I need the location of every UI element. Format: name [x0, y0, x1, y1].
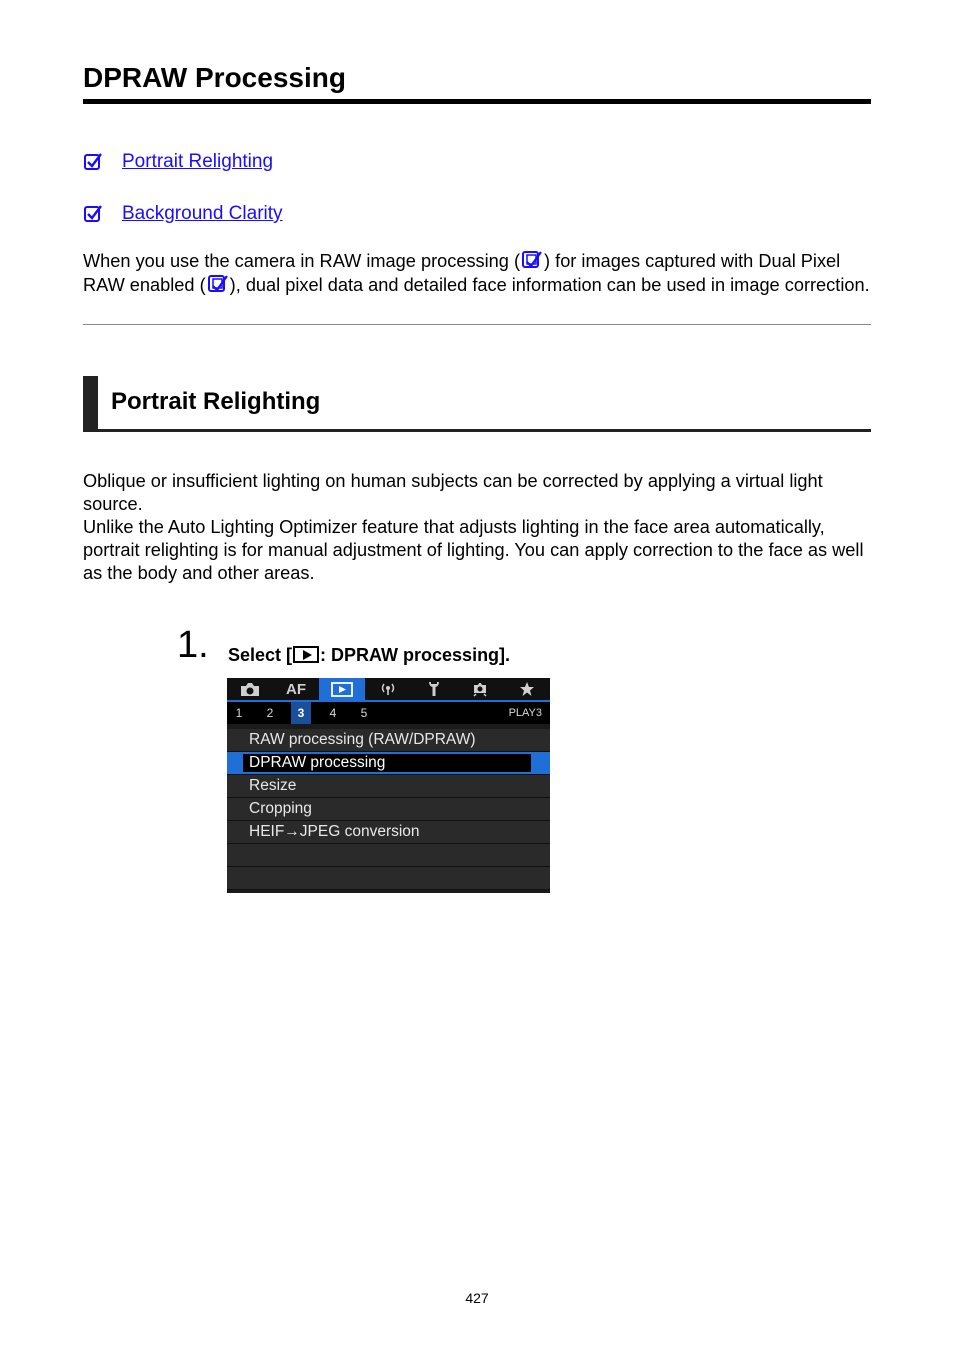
page-number: 427: [465, 1290, 489, 1306]
camera-icon: [240, 682, 260, 697]
heading-underline: [83, 429, 871, 432]
af-tab[interactable]: AF: [286, 680, 306, 698]
page-tab-3[interactable]: 3: [291, 702, 311, 724]
page-tab-5[interactable]: 5: [360, 706, 368, 720]
wireless-tab[interactable]: [365, 678, 411, 700]
step-instruction: Select [ : DPRAW processing].: [228, 645, 511, 665]
mymenu-tab[interactable]: [504, 678, 550, 700]
check-box-icon: [83, 204, 103, 224]
divider: [83, 324, 871, 325]
toc-item-portrait-relighting[interactable]: [83, 149, 273, 175]
section-paragraph-2: Unlike the Auto Lighting Optimizer feature that adjusts lighting in the face area automatically, portrait relighting is for manual adjustment of lighting. You can apply correction to the face as well as the body and other areas.: [83, 517, 864, 583]
menu-page-label: PLAY3: [508, 707, 542, 719]
camera-menu-screen: [227, 678, 550, 893]
menu-item-resize[interactable]: Resize: [227, 775, 550, 798]
playback-icon: [293, 646, 319, 663]
menu-item-raw-processing[interactable]: RAW processing (RAW/DPRAW): [227, 729, 550, 752]
toc-link-background-clarity[interactable]: Background Clarity: [122, 203, 283, 224]
page-title: DPRAW Processing: [83, 62, 346, 93]
menu-item-empty: [227, 867, 550, 890]
menu-tab-bar: [227, 678, 550, 702]
dual-pixel-raw-icon[interactable]: [207, 273, 229, 295]
playback-icon: [331, 682, 353, 697]
title-rule: [83, 99, 871, 104]
step-number: 1.: [177, 624, 209, 666]
menu-page-row: [227, 702, 550, 724]
custom-tab[interactable]: [457, 678, 503, 700]
section-heading: [83, 376, 871, 432]
menu-item-dpraw-processing[interactable]: DPRAW processing: [227, 752, 550, 775]
wrench-icon: [427, 681, 441, 697]
playback-tab[interactable]: [319, 678, 365, 700]
toc-link-portrait-relighting[interactable]: Portrait Relighting: [122, 151, 274, 172]
page-tab-1[interactable]: 1: [235, 706, 243, 720]
page-tab-4[interactable]: 4: [329, 706, 337, 720]
section-title: Portrait Relighting: [111, 388, 321, 415]
page-tab-2[interactable]: 2: [266, 706, 274, 720]
menu-item-cropping[interactable]: Cropping: [227, 798, 550, 821]
camera-tab[interactable]: [227, 678, 273, 700]
menu-item-empty: [227, 844, 550, 867]
wireless-icon: [378, 682, 398, 696]
toc-item-background-clarity[interactable]: [83, 201, 283, 227]
custom-icon: [471, 681, 489, 697]
section-paragraph-1: Oblique or insufficient lighting on human subjects can be corrected by applying a virtual light source.: [83, 471, 823, 514]
heading-bar: [83, 376, 98, 432]
check-box-icon: [83, 152, 103, 172]
setup-tab[interactable]: [411, 678, 457, 700]
dual-pixel-raw-icon[interactable]: [521, 249, 543, 271]
intro-paragraph: When you use the camera in RAW image processing ( ) for images captured with Dual Pixel RAW enabled ( ), dual pixel data and detailed face information can be used in image correction.: [83, 251, 870, 295]
menu-item-heif-jpeg-conversion[interactable]: HEIF→JPEG conversion: [227, 821, 550, 844]
star-icon: [519, 681, 535, 697]
